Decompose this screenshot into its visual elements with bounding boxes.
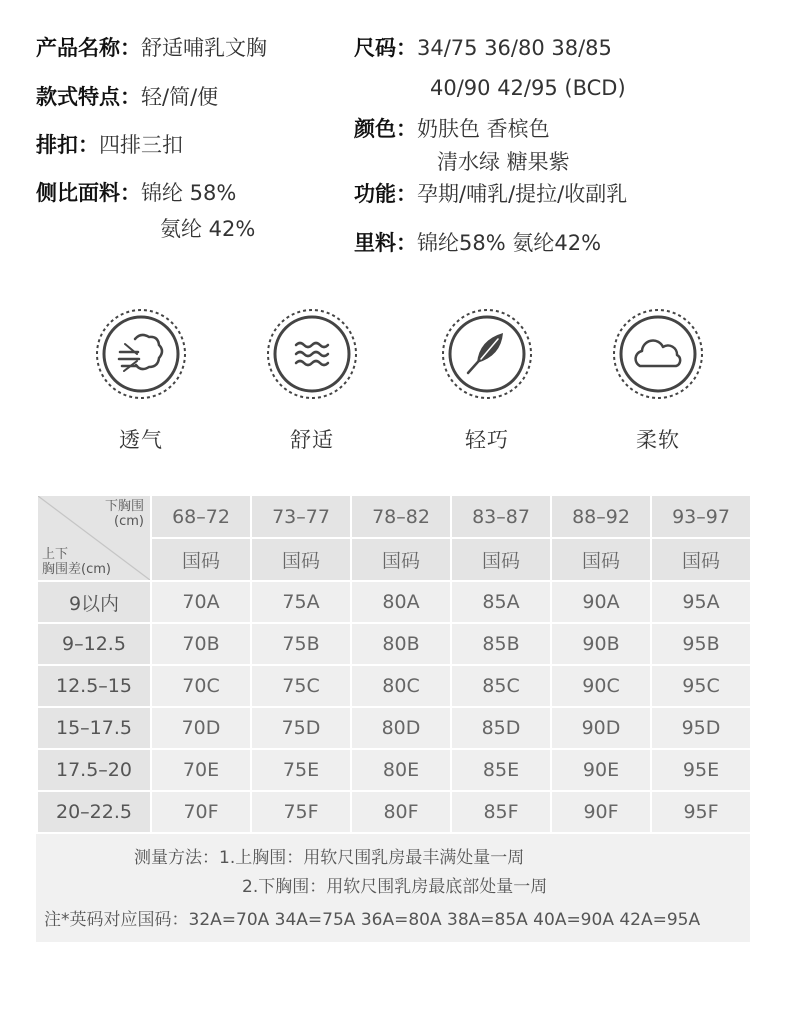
size-conversion-note: 注*英码对应国码：32A=70A 34A=75A 36A=80A 38A=85A 40A=90A 42A=95A (44, 910, 701, 930)
spec-value: 锦纶 58% (141, 181, 237, 205)
table-cell: 70B (151, 623, 251, 665)
table-cell: 80A (351, 581, 451, 623)
table-header-row (37, 495, 751, 538)
table-row (37, 665, 751, 707)
spec-value: 清水绿 糖果紫 (437, 150, 570, 174)
spec-function (354, 182, 627, 206)
table-cell: 75C (251, 665, 351, 707)
spec-label: 款式特点： (36, 85, 141, 109)
table-corner-cell (37, 495, 151, 581)
table-cell: 75D (251, 707, 351, 749)
spec-value: 孕期/哺乳/提拉/收副乳 (417, 182, 628, 206)
spec-product-name (36, 36, 267, 60)
spec-sizes (354, 36, 612, 60)
row-label: 17.5–20 (37, 749, 151, 791)
spec-sizes-line2 (430, 76, 626, 100)
spec-label: 功能： (354, 182, 417, 206)
spec-side-fabric (36, 181, 236, 205)
table-cell: 85E (451, 749, 551, 791)
column-header: 78–82 (351, 495, 451, 538)
table-cell: 80C (351, 665, 451, 707)
feature-label: 舒适 (290, 428, 334, 452)
table-cell: 80D (351, 707, 451, 749)
feature-comfort (252, 308, 372, 454)
spec-style-features (36, 85, 218, 109)
corner-difference-unit: 胸围差(cm) (42, 562, 111, 577)
table-row (37, 749, 751, 791)
column-subheader: 国码 (351, 538, 451, 581)
table-cell: 85D (451, 707, 551, 749)
spec-value: 34/75 36/80 38/85 (417, 36, 612, 60)
table-cell: 90D (551, 707, 651, 749)
breathable-icon (95, 308, 187, 400)
column-subheader: 国码 (251, 538, 351, 581)
column-subheader: 国码 (651, 538, 751, 581)
table-cell: 70E (151, 749, 251, 791)
table-cell: 85C (451, 665, 551, 707)
feature-label: 柔软 (636, 428, 680, 452)
measure-note-1: 测量方法：1.上胸围：用软尺围乳房最丰满处量一周 (134, 848, 525, 868)
spec-value: 四排三扣 (99, 133, 183, 157)
column-header: 93–97 (651, 495, 751, 538)
table-cell: 90B (551, 623, 651, 665)
row-label: 9–12.5 (37, 623, 151, 665)
table-cell: 85B (451, 623, 551, 665)
table-cell: 95B (651, 623, 751, 665)
cloud-icon (612, 308, 704, 400)
spec-lining (354, 231, 601, 255)
table-cell: 70C (151, 665, 251, 707)
column-header: 88–92 (551, 495, 651, 538)
table-cell: 75F (251, 791, 351, 833)
table-cell: 90A (551, 581, 651, 623)
spec-label: 颜色： (354, 117, 417, 141)
spec-value: 锦纶58% 氨纶42% (417, 231, 602, 255)
measure-note-2: 2.下胸围：用软尺围乳房最底部处量一周 (242, 877, 548, 897)
table-cell: 80B (351, 623, 451, 665)
table-cell: 75A (251, 581, 351, 623)
table-row (37, 623, 751, 665)
row-label: 20–22.5 (37, 791, 151, 833)
table-cell: 85A (451, 581, 551, 623)
size-chart (36, 494, 750, 942)
table-cell: 85F (451, 791, 551, 833)
spec-value: 奶肤色 香槟色 (417, 117, 550, 141)
table-cell: 90C (551, 665, 651, 707)
corner-difference-text: 上下 (42, 547, 69, 562)
table-row (37, 581, 751, 623)
spec-label: 尺码： (354, 36, 417, 60)
size-table (36, 494, 752, 834)
corner-difference-label (42, 547, 111, 577)
spec-label: 侧比面料： (36, 181, 141, 205)
table-cell: 90F (551, 791, 651, 833)
spec-hooks (36, 133, 183, 157)
feature-label: 轻巧 (465, 428, 509, 452)
table-cell: 95C (651, 665, 751, 707)
feature-light (427, 308, 547, 454)
feather-icon (441, 308, 533, 400)
column-header: 73–77 (251, 495, 351, 538)
column-subheader: 国码 (451, 538, 551, 581)
table-cell: 95D (651, 707, 751, 749)
table-cell: 75E (251, 749, 351, 791)
corner-underbust-label (105, 499, 144, 529)
spec-value: 40/90 42/95 (BCD) (430, 76, 626, 100)
spec-side-fabric-line2 (160, 217, 255, 241)
feature-label: 透气 (119, 428, 163, 452)
feature-soft (598, 308, 718, 454)
spec-colors-line2 (437, 150, 570, 174)
spec-label: 里料： (354, 231, 417, 255)
spec-colors (354, 117, 550, 141)
table-cell: 70F (151, 791, 251, 833)
table-cell: 75B (251, 623, 351, 665)
spec-label: 排扣： (36, 133, 99, 157)
corner-underbust-unit: (cm) (114, 514, 144, 529)
table-row (37, 791, 751, 833)
table-row (37, 707, 751, 749)
column-header: 83–87 (451, 495, 551, 538)
corner-underbust-text: 下胸围 (104, 499, 144, 514)
table-cell: 95A (651, 581, 751, 623)
column-subheader: 国码 (551, 538, 651, 581)
comfort-waves-icon (266, 308, 358, 400)
table-cell: 80F (351, 791, 451, 833)
spec-value: 舒适哺乳文胸 (141, 36, 267, 60)
spec-label: 产品名称： (36, 36, 141, 60)
column-header: 68–72 (151, 495, 251, 538)
row-label: 12.5–15 (37, 665, 151, 707)
table-cell: 70A (151, 581, 251, 623)
table-cell: 95F (651, 791, 751, 833)
row-label: 9以内 (37, 581, 151, 623)
feature-breathable (81, 308, 201, 454)
table-cell: 95E (651, 749, 751, 791)
table-cell: 70D (151, 707, 251, 749)
table-cell: 80E (351, 749, 451, 791)
column-subheader: 国码 (151, 538, 251, 581)
spec-value: 氨纶 42% (160, 217, 256, 241)
row-label: 15–17.5 (37, 707, 151, 749)
spec-value: 轻/简/便 (141, 85, 219, 109)
table-cell: 90E (551, 749, 651, 791)
